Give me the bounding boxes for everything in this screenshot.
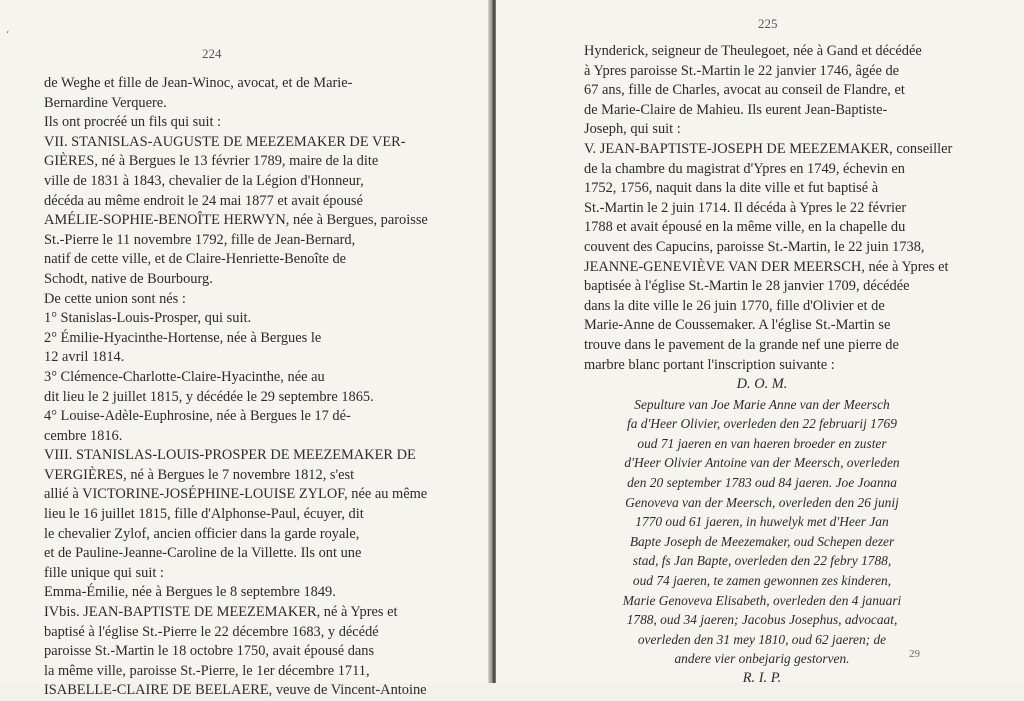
text-line: ville de 1831 à 1843, chevalier de la Légion d'Honneur, bbox=[44, 172, 364, 189]
inscription-heading: D. O. M. bbox=[736, 376, 788, 393]
right-page-text bbox=[584, 42, 953, 689]
text-line: cembre 1816. bbox=[44, 427, 123, 444]
text-line: lieu le 16 juillet 1815, fille d'Alphonse-Paul, écuyer, dit bbox=[44, 506, 364, 523]
text-line: Marie Genoveva Elisabeth, overleden den 4 januari bbox=[622, 592, 902, 608]
text-line: fille unique qui suit : bbox=[44, 564, 164, 581]
footer-signature-mark: 29 bbox=[909, 648, 920, 660]
text-line: andere vier onbejarig gestorven. bbox=[674, 651, 850, 667]
text-line: Bapte Joseph de Meezemaker, oud Schepen dezer bbox=[629, 533, 895, 549]
text-line: 4° Louise-Adèle-Euphrosine, née à Bergues le 17 dé- bbox=[44, 408, 351, 425]
text-line: Sepulture van Joe Marie Anne van der Meersch bbox=[634, 396, 890, 412]
text-line: VIII. STANISLAS-LOUIS-PROSPER DE MEEZEMAKER DE bbox=[44, 447, 416, 464]
right-page bbox=[496, 0, 1024, 686]
text-line: et de Pauline-Jeanne-Caroline de la Villette. Ils ont une bbox=[44, 545, 362, 562]
text-line: Bernardine Verquere. bbox=[44, 94, 167, 111]
left-page bbox=[0, 0, 492, 699]
text-line: 2° Émilie-Hyacinthe-Hortense, née à Bergues le bbox=[44, 329, 322, 346]
text-line: Joseph, qui suit : bbox=[584, 121, 681, 138]
text-line: St.-Pierre le 11 novembre 1792, fille de Jean-Bernard, bbox=[44, 231, 356, 248]
inscription-closing: R. I. P. bbox=[742, 670, 782, 686]
page-number-right: 225 bbox=[758, 16, 778, 31]
text-line: De cette union sont nés : bbox=[44, 290, 186, 307]
text-line: la même ville, paroisse St.-Pierre, le 1er décembre 1711, bbox=[44, 662, 370, 679]
text-line: décéda au même endroit le 24 mai 1877 et avait épousé bbox=[44, 192, 363, 209]
text-line: le chevalier Zylof, ancien officier dans la garde royale, bbox=[44, 525, 360, 542]
text-line: baptisée à l'église St.-Martin le 28 janvier 1709, décédée bbox=[584, 278, 910, 295]
text-line: 67 ans, fille de Charles, avocat au conseil de Flandre, et bbox=[584, 82, 905, 99]
text-line: dans la dite ville le 26 juin 1770, fille d'Olivier et de bbox=[584, 297, 885, 314]
inscription bbox=[584, 395, 940, 669]
text-line: JEANNE-GENEVIÈVE VAN DER MEERSCH, née à Ypres et bbox=[584, 258, 949, 275]
text-line: fa d'Heer Olivier, overleden den 22 februarij 1769 bbox=[627, 416, 897, 432]
text-line: trouve dans le pavement de la grande nef une pierre de bbox=[584, 336, 899, 353]
text-line: 1° Stanislas-Louis-Prosper, qui suit. bbox=[44, 310, 252, 327]
text-line: marbre blanc portant l'inscription suivante : bbox=[584, 356, 835, 373]
text-line: 1788 et avait épousé en la même ville, en la chapelle du bbox=[584, 219, 906, 236]
text-line: Marie-Anne de Coussemaker. A l'église St.-Martin se bbox=[584, 317, 891, 334]
text-line: baptisé à l'église St.-Pierre le 22 décembre 1683, y décédé bbox=[44, 623, 379, 640]
text-line: natif de cette ville, et de Claire-Henriette-Benoîte de bbox=[44, 251, 347, 268]
text-line: dit lieu le 2 juillet 1815, y décédée le 29 septembre 1865. bbox=[44, 388, 374, 405]
text-line: VII. STANISLAS-AUGUSTE DE MEEZEMAKER DE VER- bbox=[44, 133, 406, 150]
text-line: Schodt, native de Bourbourg. bbox=[44, 270, 213, 287]
text-line: de Weghe et fille de Jean-Winoc, avocat, et de Marie- bbox=[44, 75, 353, 91]
text-line: stad, fs Jan Bapte, overleden den 22 febry 1788, bbox=[632, 553, 892, 569]
text-line: d'Heer Olivier Antoine van der Meersch, overleden bbox=[624, 455, 900, 471]
text-line: Genoveva van der Meersch, overleden den 26 junij bbox=[625, 494, 899, 510]
text-line: Ils ont procréé un fils qui suit : bbox=[44, 114, 222, 131]
text-line: St.-Martin le 2 juin 1714. Il décéda à Ypres le 22 février bbox=[584, 199, 907, 216]
text-line: 3° Clémence-Charlotte-Claire-Hyacinthe, née au bbox=[44, 368, 325, 385]
text-line: de Marie-Claire de Mahieu. Ils eurent Jean-Baptiste- bbox=[584, 101, 888, 118]
text-line: allié à VICTORINE-JOSÉPHINE-LOUISE ZYLOF, née au même bbox=[44, 486, 428, 503]
text-line: 1770 oud 61 jaeren, in huwelyk met d'Heer Jan bbox=[635, 514, 889, 530]
text-line: overleden den 31 mey 1810, oud 62 jaeren; de bbox=[637, 631, 887, 647]
left-page-text bbox=[44, 74, 428, 701]
text-line: Emma-Émilie, née à Bergues le 8 septembre 1849. bbox=[44, 584, 336, 601]
text-line: couvent des Capucins, paroisse St.-Martin, le 22 juin 1738, bbox=[584, 238, 925, 255]
text-line: oud 71 jaeren en van haeren broeder en zuster bbox=[637, 435, 887, 451]
right-page-paragraphs bbox=[584, 42, 953, 375]
text-line: IVbis. JEAN-BAPTISTE DE MEEZEMAKER, né à Ypres et bbox=[44, 604, 398, 621]
text-line: ISABELLE-CLAIRE DE BEELAERE, veuve de Vincent-Antoine bbox=[44, 682, 427, 699]
text-line: oud 74 jaeren, te zamen gewonnen zes kinderen, bbox=[632, 573, 892, 589]
text-line: VERGIÈRES, né à Bergues le 7 novembre 1812, s'est bbox=[44, 466, 355, 483]
text-line: 12 avril 1814. bbox=[44, 349, 125, 366]
text-line: paroisse St.-Martin le 18 octobre 1750, avait épousé dans bbox=[44, 643, 375, 660]
page-number-left: 224 bbox=[202, 46, 222, 61]
text-line: 1788, oud 34 jaeren; Jacobus Josephus, advocaat, bbox=[626, 612, 898, 628]
margin-mark: ‘ bbox=[6, 30, 10, 41]
text-line: Hynderick, seigneur de Theulegoet, née à Gand et décédée bbox=[584, 43, 922, 59]
text-line: den 20 september 1783 oud 84 jaeren. Joe Joanna bbox=[627, 475, 897, 491]
text-line: V. JEAN-BAPTISTE-JOSEPH DE MEEZEMAKER, conseiller bbox=[584, 140, 953, 157]
text-line: à Ypres paroisse St.-Martin le 22 janvier 1746, âgée de bbox=[584, 62, 900, 79]
text-line: GIÈRES, né à Bergues le 13 février 1789, maire de la dite bbox=[44, 153, 379, 170]
text-line: AMÉLIE-SOPHIE-BENOÎTE HERWYN, née à Bergues, paroisse bbox=[44, 212, 428, 229]
text-line: de la chambre du magistrat d'Ypres en 1749, échevin en bbox=[584, 160, 905, 177]
text-line: 1752, 1756, naquit dans la dite ville et fut baptisé à bbox=[584, 180, 879, 197]
